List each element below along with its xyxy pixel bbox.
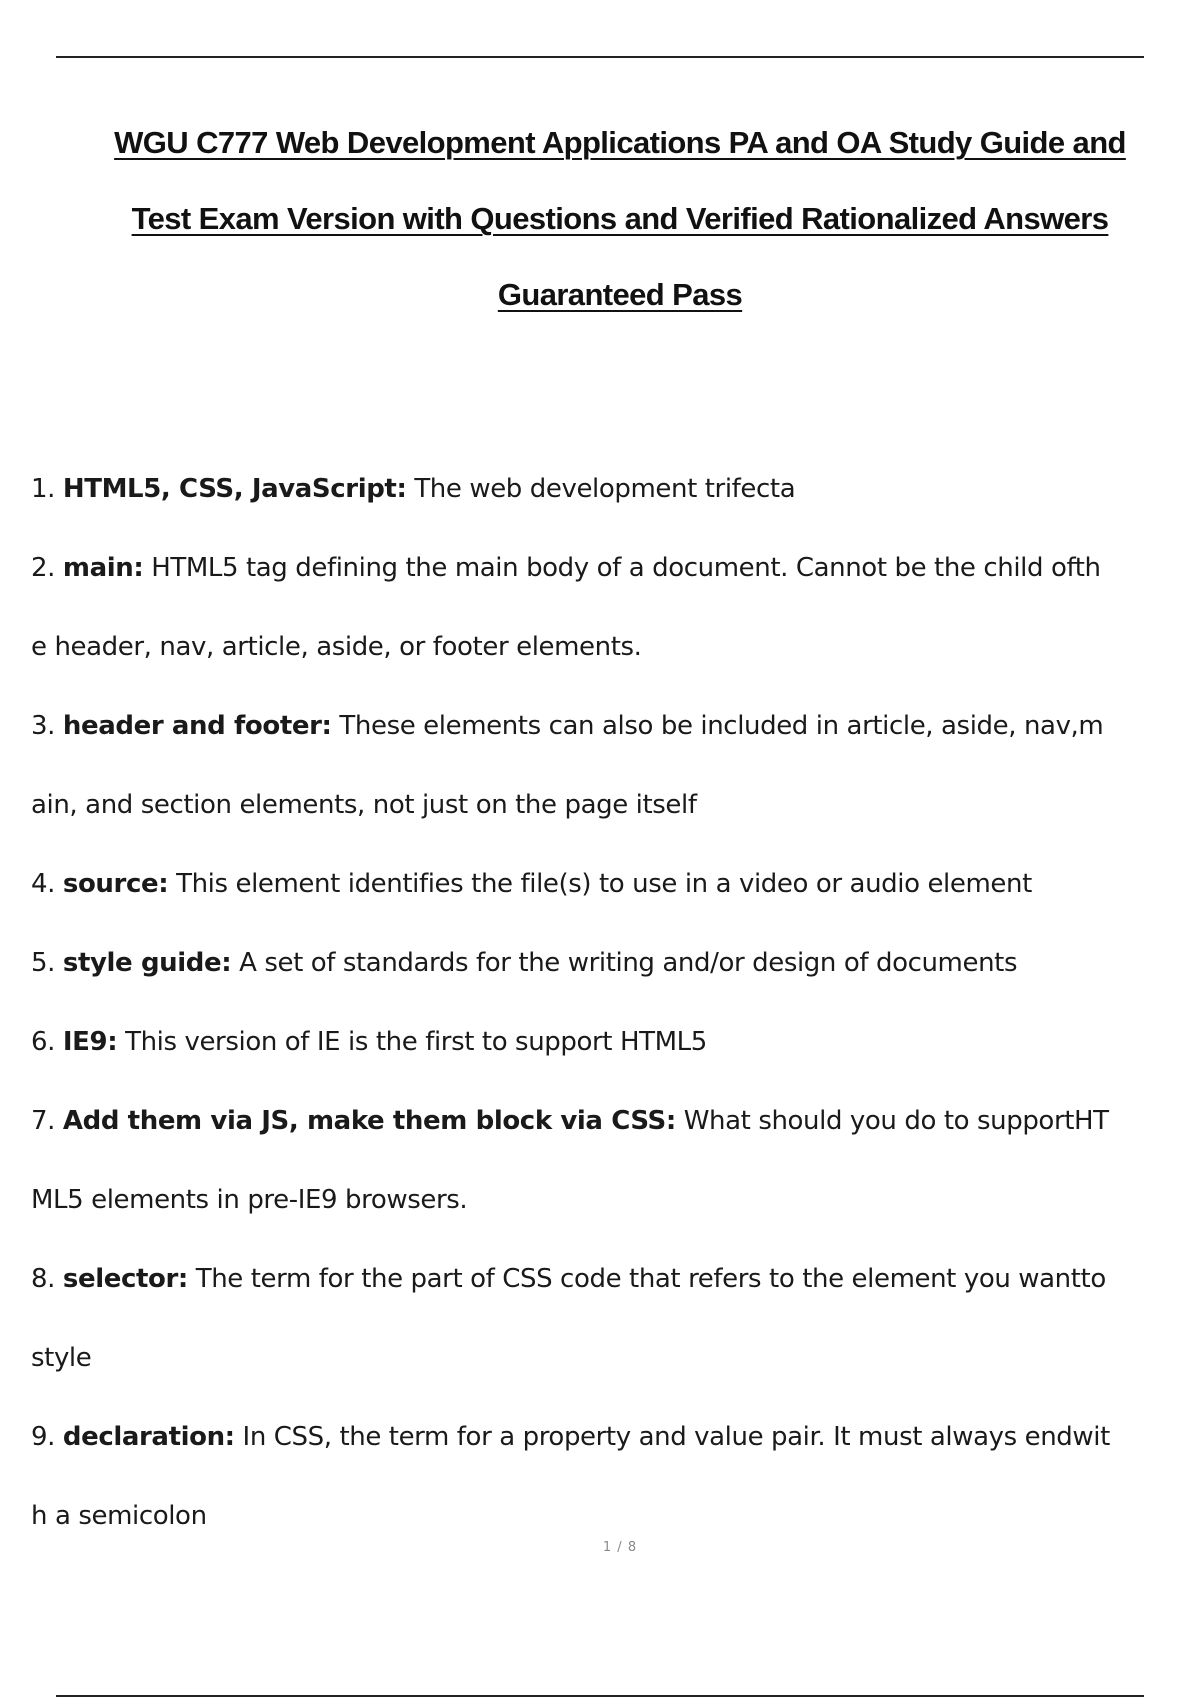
item-term: HTML5, CSS, JavaScript: <box>62 474 407 504</box>
item-number: 2. <box>31 553 56 583</box>
list-item <box>31 529 1191 687</box>
item-definition-continued: ain, and section elements, not just on the page itself <box>31 790 697 820</box>
top-divider <box>56 56 1144 58</box>
document-title <box>40 105 1200 333</box>
item-definition: HTML5 tag defining the main body of a document. Cannot be the child ofth <box>143 553 1101 583</box>
item-number: 6. <box>31 1027 56 1057</box>
item-definition: The web development trifecta <box>406 474 796 504</box>
list-item <box>31 1398 1191 1556</box>
item-number: 4. <box>31 869 56 899</box>
item-definition: The term for the part of CSS code that refers to the element you wantto <box>187 1264 1106 1294</box>
item-term: selector: <box>62 1264 188 1294</box>
item-number: 7. <box>31 1106 56 1136</box>
item-definition-continued: style <box>31 1343 92 1373</box>
item-number: 1. <box>31 474 56 504</box>
question-list <box>31 450 1191 1556</box>
item-number: 8. <box>31 1264 56 1294</box>
item-number: 9. <box>31 1422 56 1452</box>
item-term: source: <box>62 869 169 899</box>
list-item <box>31 845 1191 924</box>
item-definition: A set of standards for the writing and/or design of documents <box>231 948 1018 978</box>
item-number: 5. <box>31 948 56 978</box>
list-item <box>31 1003 1191 1082</box>
item-definition: These elements can also be included in article, aside, nav,m <box>331 711 1104 741</box>
item-term: main: <box>62 553 144 583</box>
item-term: IE9: <box>62 1027 118 1057</box>
item-definition: What should you do to supportHT <box>675 1106 1109 1136</box>
list-item <box>31 450 1191 529</box>
item-definition-continued: e header, nav, article, aside, or footer elements. <box>31 632 642 662</box>
list-item <box>31 1082 1191 1240</box>
item-term: style guide: <box>62 948 232 978</box>
item-definition: This element identifies the file(s) to use in a video or audio element <box>168 869 1032 899</box>
title-line-2: Test Exam Version with Questions and Verified Rationalized Answers <box>131 201 1109 236</box>
item-definition: In CSS, the term for a property and value pair. It must always endwit <box>234 1422 1110 1452</box>
item-definition-continued: h a semicolon <box>31 1501 207 1531</box>
item-term: declaration: <box>62 1422 235 1452</box>
list-item <box>31 687 1191 845</box>
item-term: header and footer: <box>62 711 332 741</box>
item-definition: This version of IE is the first to support HTML5 <box>117 1027 707 1057</box>
bottom-divider <box>56 1695 1144 1697</box>
page-indicator: 1 / 8 <box>602 1540 638 1555</box>
item-term: Add them via JS, make them block via CSS: <box>62 1106 676 1136</box>
list-item <box>31 1240 1191 1398</box>
list-item <box>31 924 1191 1003</box>
title-line-1: WGU C777 Web Development Applications PA and OA Study Guide and <box>114 125 1126 160</box>
item-definition-continued: ML5 elements in pre-IE9 browsers. <box>31 1185 468 1215</box>
title-line-3: Guaranteed Pass <box>497 277 743 312</box>
item-number: 3. <box>31 711 56 741</box>
